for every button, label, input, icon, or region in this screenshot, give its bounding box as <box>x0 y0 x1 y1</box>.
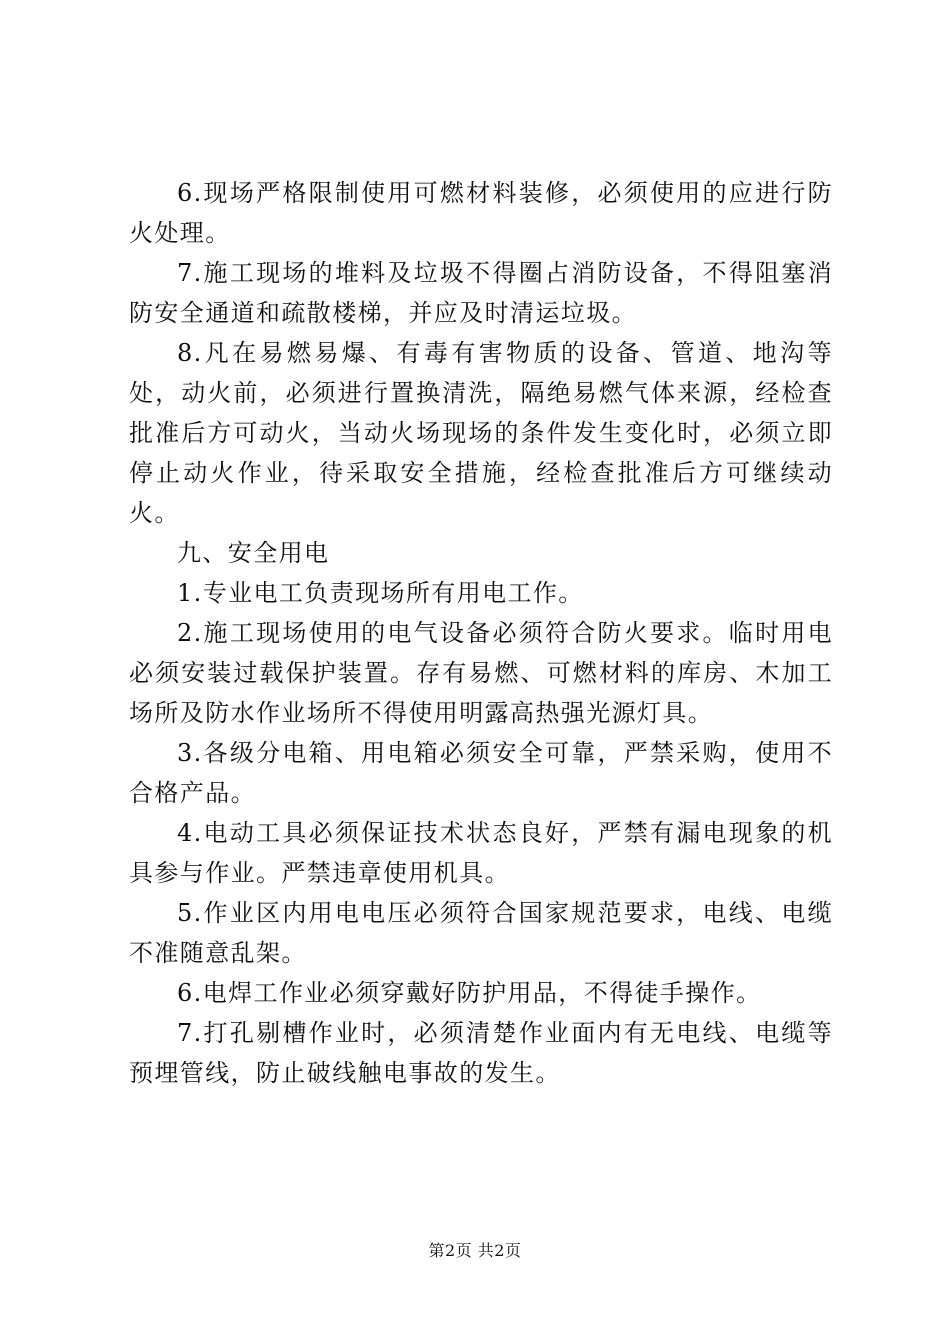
paragraph-electrical-7: 7.打孔剔槽作业时，必须清楚作业面内有无电线、电缆等预埋管线，防止破线触电事故的发生。 <box>129 1019 833 1087</box>
section-heading-electrical-safety: 九、安全用电 <box>177 539 330 567</box>
paragraph-fire-6: 6.现场严格限制使用可燃材料装修，必须使用的应进行防火处理。 <box>129 179 833 247</box>
page-footer: 第2页 共2页 <box>428 1241 522 1260</box>
paragraph-electrical-3: 3.各级分电箱、用电箱必须安全可靠，严禁采购，使用不合格产品。 <box>129 739 833 807</box>
paragraph-electrical-4: 4.电动工具必须保证技术状态良好，严禁有漏电现象的机具参与作业。严禁违章使用机具。 <box>129 819 833 887</box>
paragraph-electrical-5: 5.作业区内用电电压必须符合国家规范要求，电线、电缆不准随意乱架。 <box>129 899 833 967</box>
paragraph-fire-7: 7.施工现场的堆料及垃圾不得圈占消防设备，不得阻塞消防安全通道和疏散楼梯，并应及时清运垃圾。 <box>129 259 833 327</box>
paragraph-electrical-1: 1.专业电工负责现场所有用电工作。 <box>177 579 584 607</box>
document-body <box>129 173 833 1093</box>
paragraph-electrical-2: 2.施工现场使用的电气设备必须符合防火要求。临时用电必须安装过载保护装置。存有易燃、可燃材料的库房、木加工场所及防水作业场所不得使用明露高热强光源灯具。 <box>129 619 833 727</box>
paragraph-fire-8: 8.凡在易燃易爆、有毒有害物质的设备、管道、地沟等处，动火前，必须进行置换清洗，隔绝易燃气体来源，经检查批准后方可动火，当动火场现场的条件发生变化时，必须立即停止动火作业，待采取安全措施，经检查批准后方可继续动火。 <box>129 339 833 527</box>
paragraph-electrical-6: 6.电焊工作业必须穿戴好防护用品，不得徒手操作。 <box>177 979 762 1007</box>
